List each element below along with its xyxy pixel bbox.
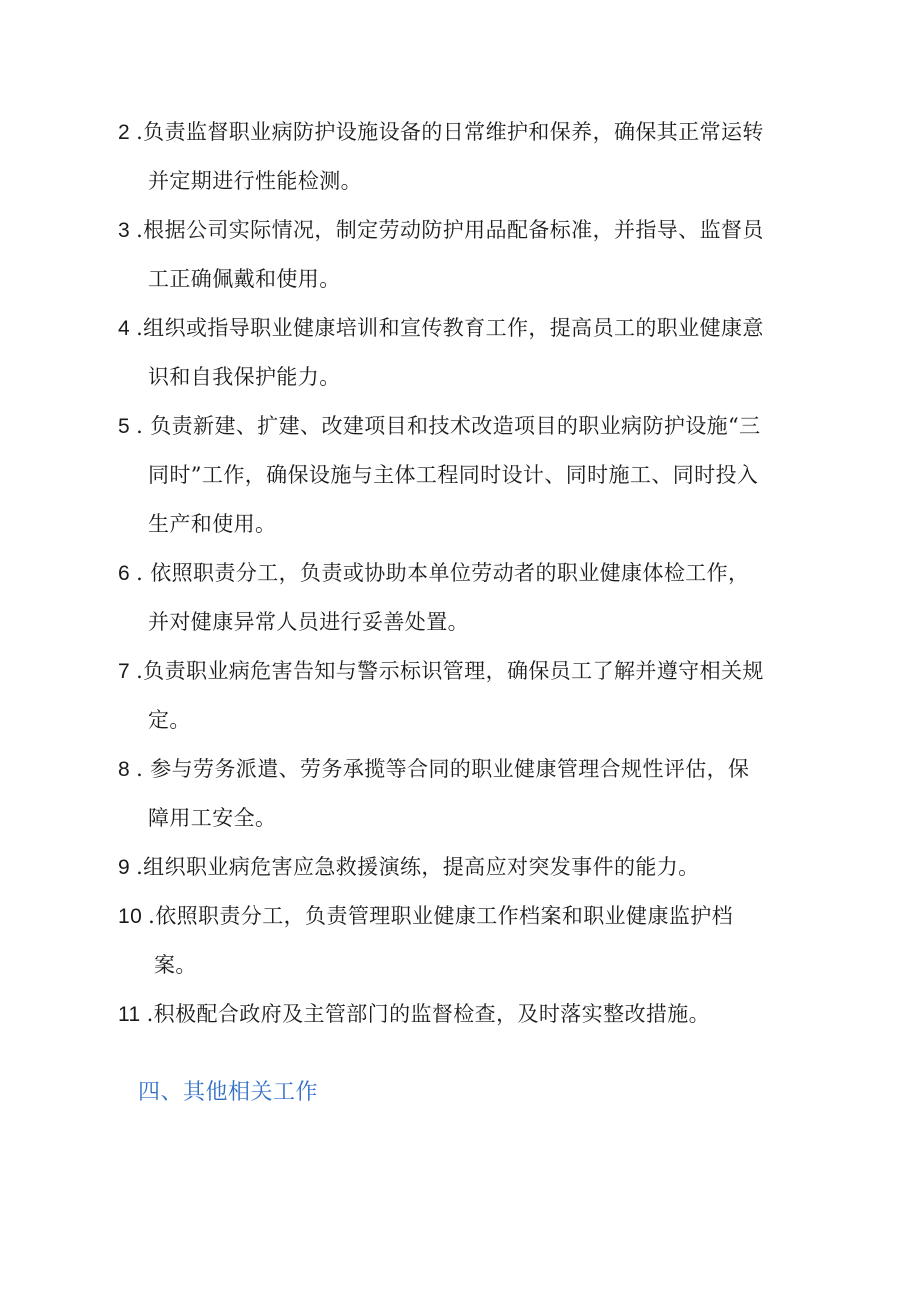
item-number: 11 <box>118 1003 141 1026</box>
item-number: 7 <box>118 660 131 683</box>
item-number: 2 <box>118 121 131 144</box>
item-text-line: 识和自我保护能力。 <box>148 365 341 389</box>
list-item <box>118 990 778 1039</box>
list-item <box>118 304 778 402</box>
item-text-line: .组织职业病危害应急救援演练，提高应对突发事件的能力。 <box>136 855 700 879</box>
list-item <box>118 402 778 549</box>
list-item <box>118 206 778 304</box>
item-number: 8 <box>118 758 131 781</box>
item-text-line: .依照职责分工，负责管理职业健康工作档案和职业健康监护档 <box>148 904 734 928</box>
item-text-line: . 负责新建、扩建、改建项目和技术改造项目的职业病防护设施“三 <box>136 414 761 438</box>
item-text-line: 工正确佩戴和使用。 <box>148 267 341 291</box>
item-text-line: .积极配合政府及主管部门的监督检查，及时落实整改措施。 <box>146 1002 711 1026</box>
item-text-line: 生产和使用。 <box>148 512 277 536</box>
item-text-line: 并定期进行性能检测。 <box>148 169 362 193</box>
item-number: 3 <box>118 219 131 242</box>
item-text-line: .负责职业病危害告知与警示标识管理，确保员工了解并遵守相关规 <box>136 659 764 683</box>
item-text-line: .组织或指导职业健康培训和宣传教育工作，提高员工的职业健康意 <box>136 316 764 340</box>
item-text-line: .负责监督职业病防护设施设备的日常维护和保养，确保其正常运转 <box>136 120 764 144</box>
item-number: 10 <box>118 905 143 928</box>
list-item <box>118 892 778 990</box>
list-item <box>118 549 778 647</box>
item-number: 4 <box>118 317 131 340</box>
list-item <box>118 843 778 892</box>
item-text-line: 并对健康异常人员进行妥善处置。 <box>148 610 469 634</box>
item-text-line: . 参与劳务派遣、劳务承揽等合同的职业健康管理合规性评估，保 <box>136 757 750 781</box>
list-item <box>118 647 778 745</box>
item-text-line: 障用工安全。 <box>148 806 277 830</box>
item-number: 9 <box>118 856 131 879</box>
item-number: 6 <box>118 562 131 585</box>
list-item <box>118 745 778 843</box>
list-item <box>118 108 778 206</box>
item-text-line: . 依照职责分工，负责或协助本单位劳动者的职业健康体检工作， <box>136 561 750 585</box>
item-text-line: .根据公司实际情况，制定劳动防护用品配备标准，并指导、监督员 <box>136 218 764 242</box>
item-text-line: 同时”工作，确保设施与主体工程同时设计、同时施工、同时投入 <box>148 463 759 487</box>
item-text-line: 案。 <box>154 953 197 977</box>
item-text-line: 定。 <box>148 708 191 732</box>
item-number: 5 <box>118 415 131 438</box>
section-heading: 四、其他相关工作 <box>138 1080 319 1105</box>
